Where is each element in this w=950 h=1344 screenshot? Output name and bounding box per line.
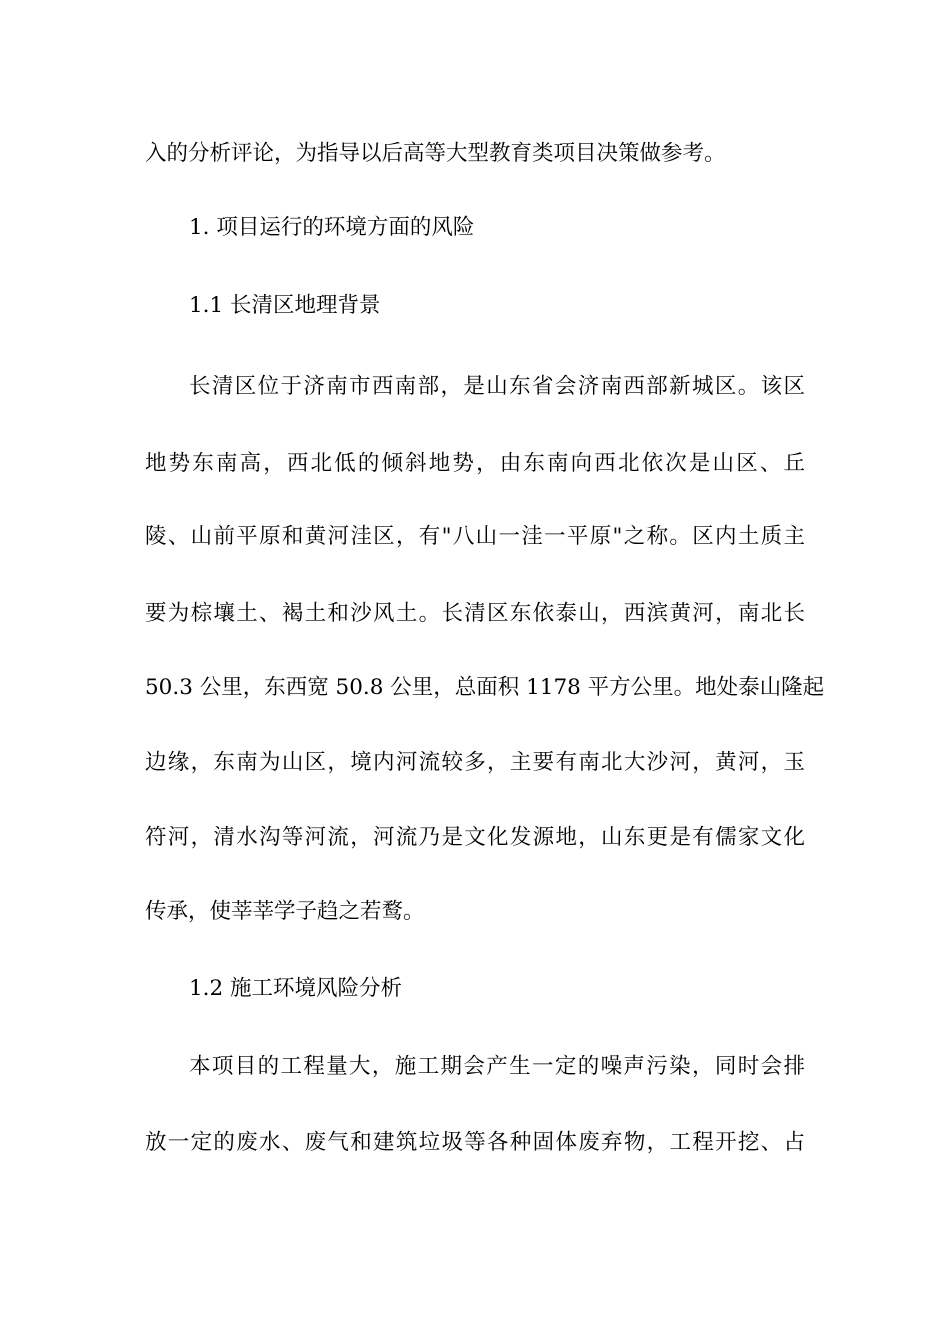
body-text-line: 放一定的废水、废气和建筑垃圾等各种固体废弃物，工程开挖、占 (145, 1130, 805, 1155)
body-text-line: 传承，使莘莘学子趋之若鹜。 (145, 899, 425, 924)
body-text-line: 陵、山前平原和黄河洼区，有"八山一洼一平原"之称。区内土质主 (145, 524, 805, 549)
subsection-heading-1-2: 1.2 施工环境风险分析 (189, 976, 403, 1001)
body-text-line: 50.3 公里，东西宽 50.8 公里，总面积 1178 平方公里。地处泰山隆起 (145, 675, 825, 700)
body-text-line: 边缘，东南为山区，境内河流较多，主要有南北大沙河，黄河，玉 (145, 750, 805, 775)
subsection-heading-1-1: 1.1 长清区地理背景 (189, 293, 381, 318)
body-text-line: 符河，清水沟等河流，河流乃是文化发源地，山东更是有儒家文化 (145, 825, 805, 850)
body-text-line: 本项目的工程量大，施工期会产生一定的噪声污染，同时会排 (189, 1054, 805, 1079)
body-text-line: 长清区位于济南市西南部，是山东省会济南西部新城区。该区 (189, 374, 805, 399)
body-text-line: 地势东南高，西北低的倾斜地势，由东南向西北依次是山区、丘 (145, 451, 805, 476)
section-heading-1: 1. 项目运行的环境方面的风险 (189, 215, 475, 240)
body-text-line: 要为棕壤土、褐土和沙风土。长清区东依泰山，西滨黄河，南北长 (145, 601, 805, 626)
paragraph-continuation-line: 入的分析评论，为指导以后高等大型教育类项目决策做参考。 (145, 141, 726, 166)
